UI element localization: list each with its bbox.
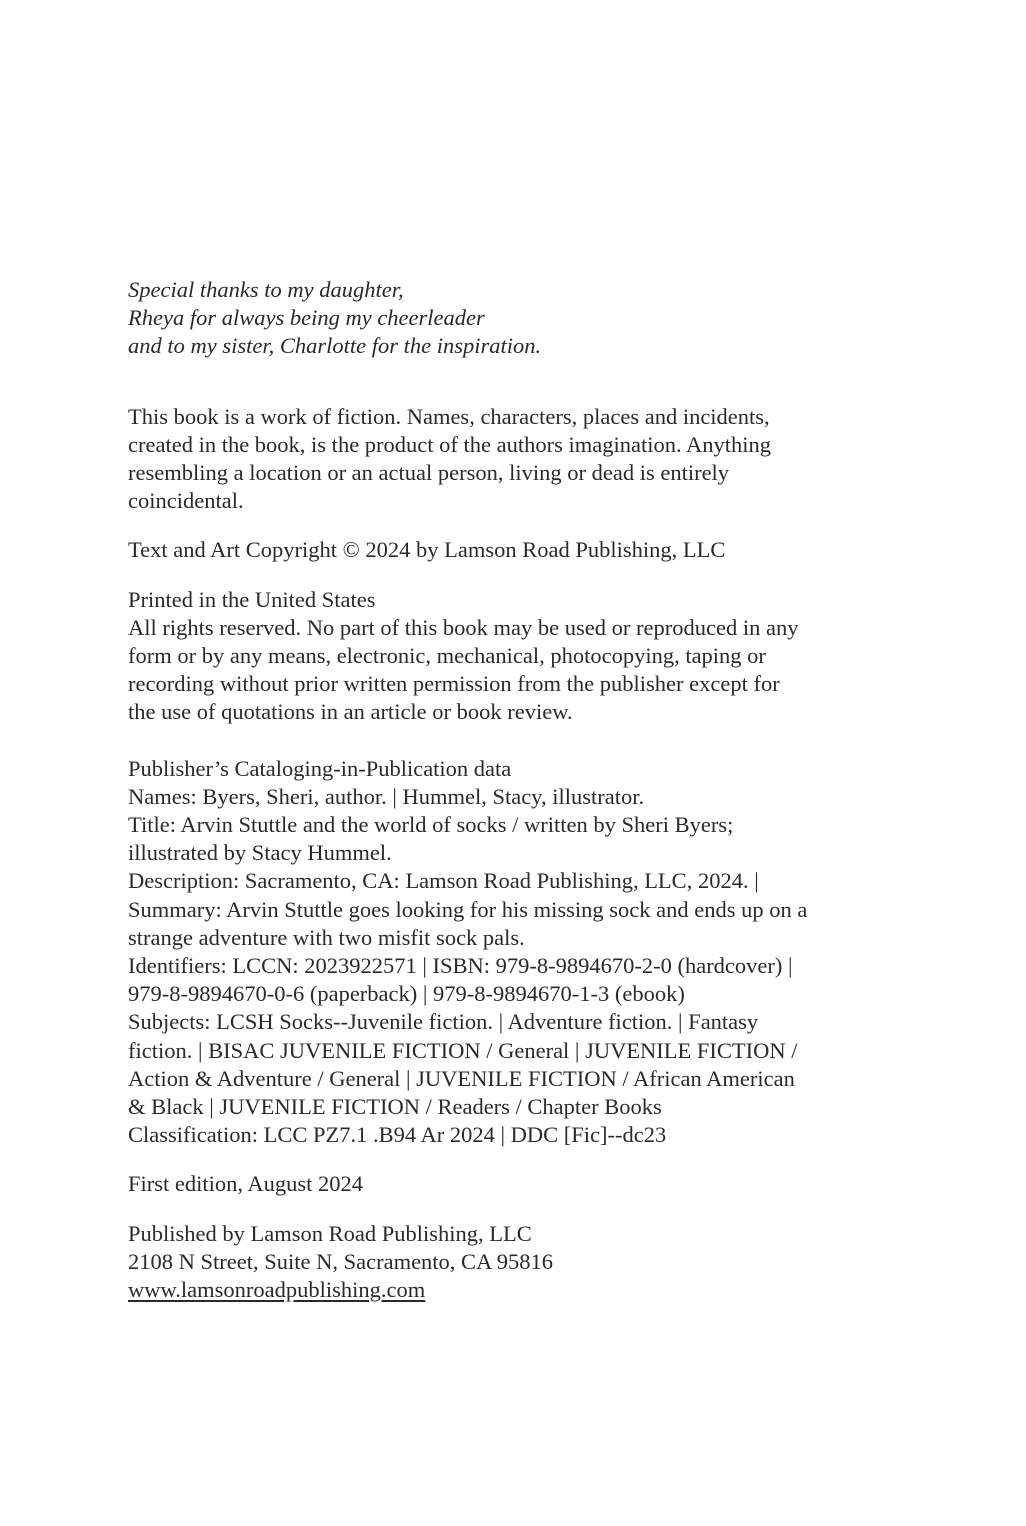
cataloging-line: Action & Adventure / General | JUVENILE FICTION / African American — [128, 1065, 795, 1091]
cataloging-line: Publisher’s Cataloging-in-Publication data — [128, 755, 512, 781]
cataloging-line: Description: Sacramento, CA: Lamson Road Publishing, LLC, 2024. | — [128, 868, 759, 894]
publisher-name: Published by Lamson Road Publishing, LLC — [128, 1220, 532, 1246]
rights-line: the use of quotations in an article or book review. — [128, 699, 573, 725]
dedication-line: Rheya for always being my cheerleader — [128, 305, 485, 331]
publisher-website-link[interactable]: www.lamsonroadpublishing.com — [128, 1277, 426, 1303]
disclaimer-line: resembling a location or an actual person, living or dead is entirely — [128, 460, 730, 486]
cataloging-line: illustrated by Stacy Hummel. — [128, 840, 392, 866]
edition-notice — [128, 1170, 948, 1198]
disclaimer-line: This book is a work of fiction. Names, characters, places and incidents, — [128, 403, 770, 429]
edition-line: First edition, August 2024 — [128, 1171, 364, 1197]
cataloging-line: 979-8-9894670-0-6 (paperback) | 979-8-9894670-1-3 (ebook) — [128, 981, 685, 1007]
cataloging-line: Classification: LCC PZ7.1 .B94 Ar 2024 | DDC [Fic]--dc23 — [128, 1122, 667, 1148]
rights-line: recording without prior written permission from the publisher except for — [128, 671, 780, 697]
copyright-notice — [128, 536, 948, 564]
copyright-line: Text and Art Copyright © 2024 by Lamson Road Publishing, LLC — [128, 537, 726, 563]
cataloging-line: Subjects: LCSH Socks--Juvenile fiction. | Adventure fiction. | Fantasy — [128, 1009, 759, 1035]
cataloging-line: fiction. | BISAC JUVENILE FICTION / General | JUVENILE FICTION / — [128, 1037, 798, 1063]
rights-statement — [128, 586, 948, 727]
publisher-website-row — [128, 1276, 948, 1304]
cataloging-line: Identifiers: LCCN: 2023922571 | ISBN: 979-8-9894670-2-0 (hardcover) | — [128, 953, 793, 979]
dedication-line: and to my sister, Charlotte for the inspiration. — [128, 333, 542, 359]
disclaimer-line: created in the book, is the product of the authors imagination. Anything — [128, 431, 771, 457]
publisher-info — [128, 1220, 948, 1305]
rights-line: All rights reserved. No part of this book may be used or reproduced in any — [128, 614, 799, 640]
cataloging-line: Title: Arvin Stuttle and the world of socks / written by Sheri Byers; — [128, 812, 734, 838]
dedication — [128, 276, 948, 361]
cataloging-line: strange adventure with two misfit sock pals. — [128, 924, 525, 950]
cataloging-line: & Black | JUVENILE FICTION / Readers / Chapter Books — [128, 1094, 662, 1120]
publisher-address: 2108 N Street, Suite N, Sacramento, CA 95816 — [128, 1248, 553, 1274]
cataloging-line: Summary: Arvin Stuttle goes looking for his missing sock and ends up on a — [128, 896, 808, 922]
rights-line: Printed in the United States — [128, 586, 376, 612]
disclaimer-line: coincidental. — [128, 488, 244, 514]
copyright-page — [128, 276, 948, 1304]
cataloging-line: Names: Byers, Sheri, author. | Hummel, Stacy, illustrator. — [128, 783, 645, 809]
fiction-disclaimer — [128, 403, 948, 516]
dedication-line: Special thanks to my daughter, — [128, 277, 404, 302]
cataloging-data — [128, 755, 948, 1150]
rights-line: form or by any means, electronic, mechanical, photocopying, taping or — [128, 643, 766, 669]
